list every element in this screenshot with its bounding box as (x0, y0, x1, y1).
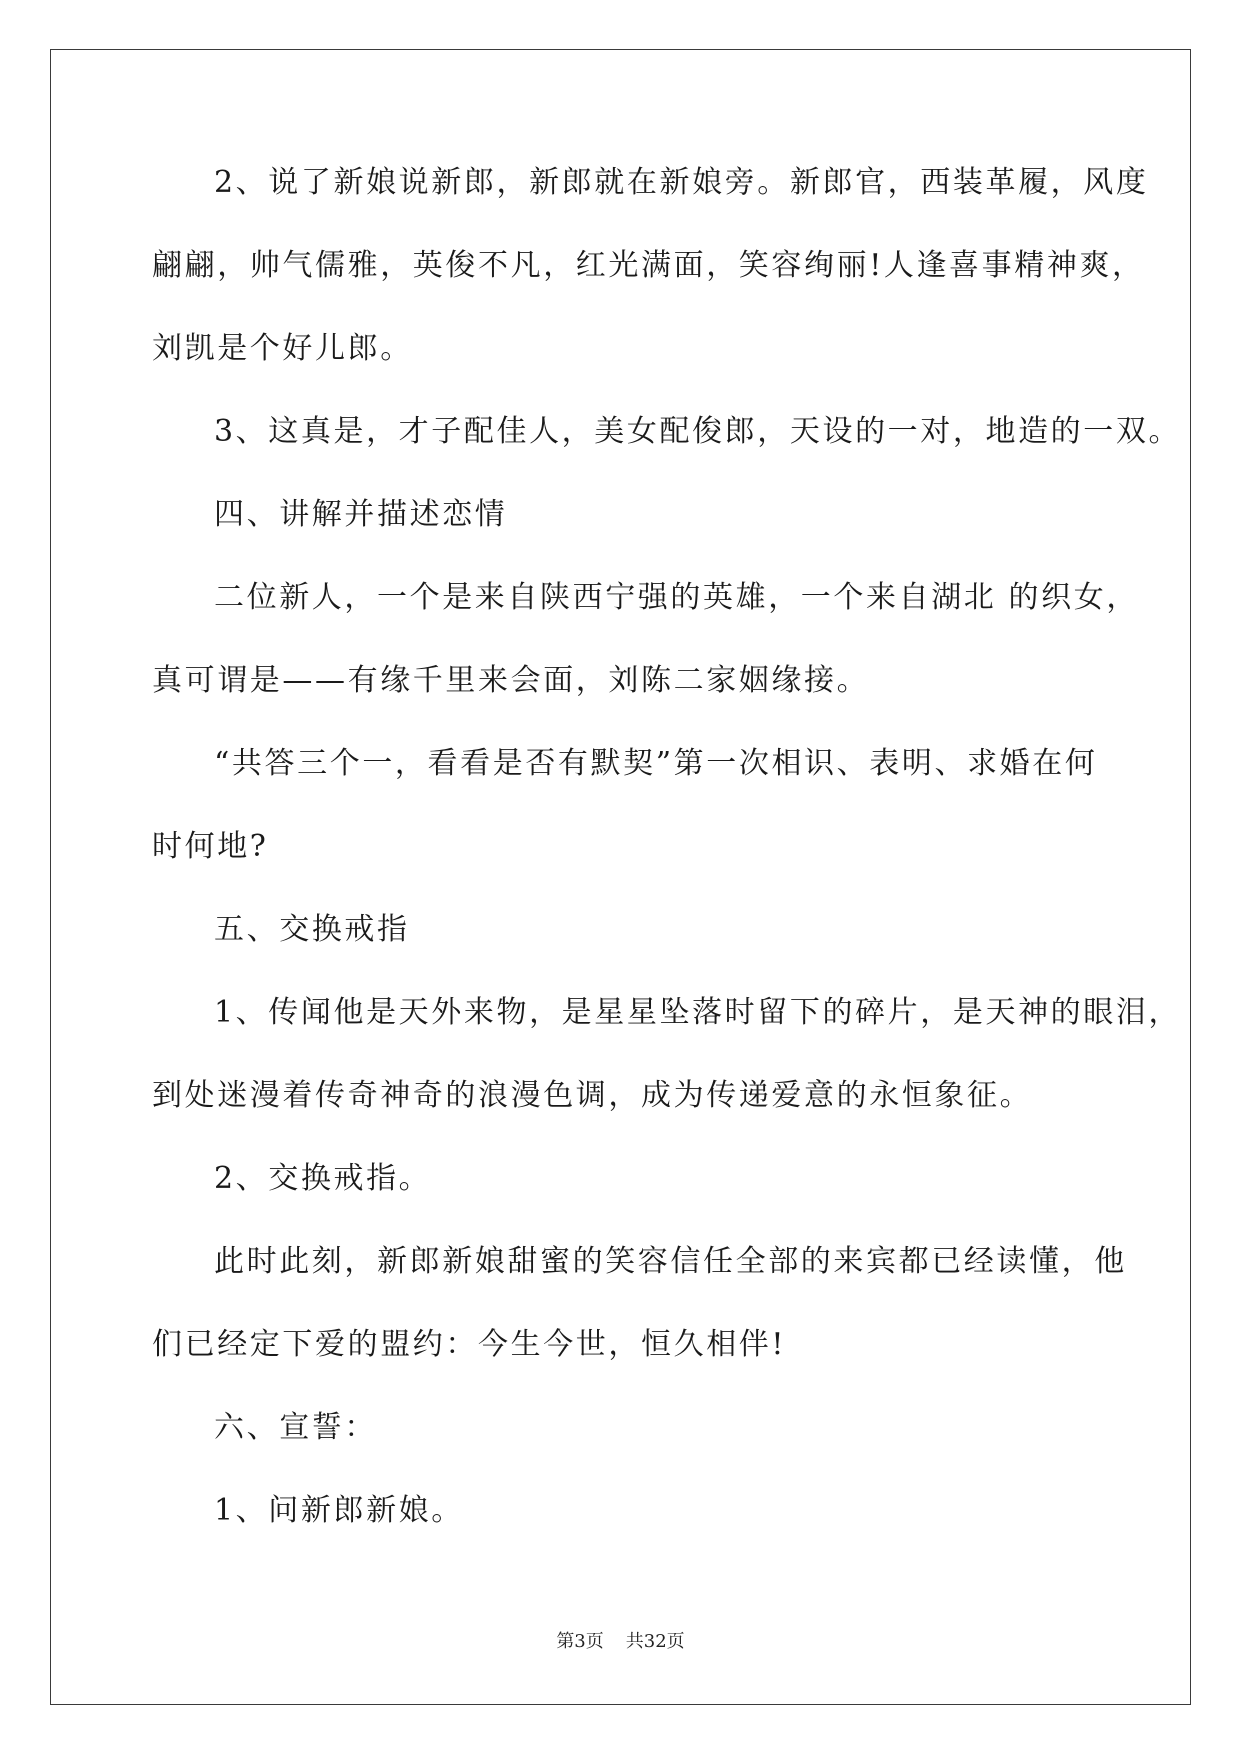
text-line: 时何地? (152, 829, 269, 864)
page-footer (0, 1630, 1241, 1654)
text-line: 2、说了新娘说新郎，新郎就在新娘旁。新郎官，西装革履，风度 (214, 165, 1149, 200)
text-line: 翩翩，帅气儒雅，英俊不凡，红光满面，笑容绚丽!人逢喜事精神爽， (152, 248, 1145, 283)
text-line: 们已经定下爱的盟约：今生今世，恒久相伴! (152, 1327, 787, 1362)
text-line: 1、问新郎新娘。 (214, 1493, 464, 1528)
text-line: 到处迷漫着传奇神奇的浪漫色调，成为传递爱意的永恒象征。 (152, 1078, 1033, 1113)
text-line: 3、这真是，才子配佳人，美女配俊郎，天设的一对，地造的一双。 (214, 414, 1182, 449)
text-line: “共答三个一，看看是否有默契”第一次相识、表明、求婚在何 (214, 746, 1098, 781)
text-line: 真可谓是——有缘千里来会面，刘陈二家姻缘接。 (152, 663, 870, 698)
text-line: 二位新人，一个是来自陕西宁强的英雄，一个来自湖北 的织女， (214, 580, 1139, 615)
page-number: 第3页 (556, 1631, 604, 1652)
text-line: 1、传闻他是天外来物，是星星坠落时留下的碎片，是天神的眼泪， (214, 995, 1182, 1030)
total-pages: 共32页 (625, 1631, 685, 1652)
section-heading: 五、交换戒指 (214, 912, 410, 947)
text-line: 刘凯是个好儿郎。 (152, 331, 413, 366)
text-line: 此时此刻，新郎新娘甜蜜的笑容信任全部的来宾都已经读懂，他 (214, 1244, 1127, 1279)
text-line: 2、交换戒指。 (214, 1161, 432, 1196)
section-heading: 六、宣誓： (214, 1410, 377, 1445)
page-border (50, 49, 1191, 1705)
section-heading: 四、讲解并描述恋情 (214, 497, 508, 532)
